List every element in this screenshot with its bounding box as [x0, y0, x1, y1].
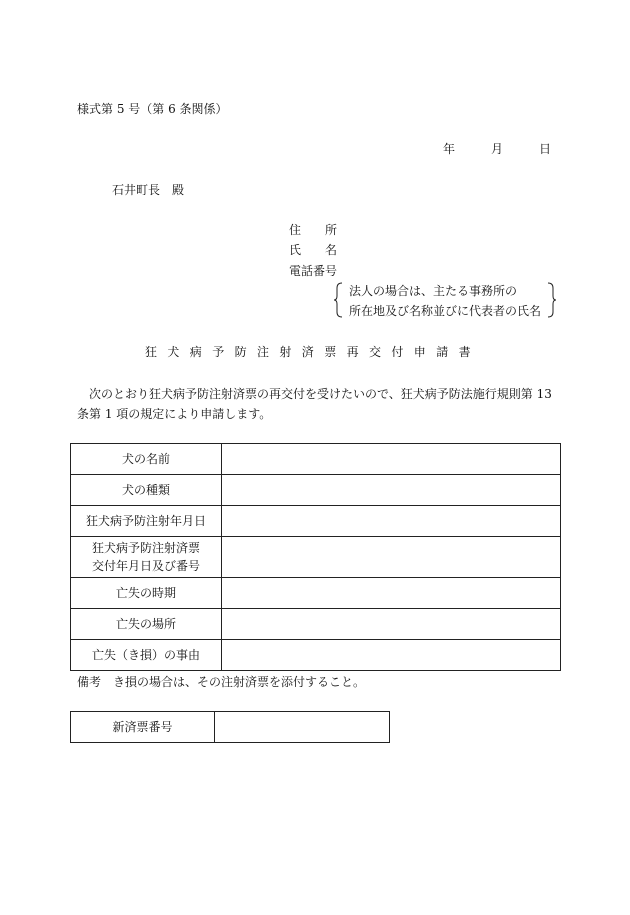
vaccination-date-label: 狂犬病予防注射年月日 — [71, 506, 222, 537]
address-label-part1: 住 — [289, 223, 302, 237]
address-label-part2: 所 — [325, 223, 338, 237]
dog-breed-label: 犬の種類 — [71, 475, 222, 506]
loss-reason-field[interactable] — [222, 640, 561, 671]
table-row — [71, 537, 561, 578]
corporate-note-line1: 法人の場合は、主たる事務所の — [349, 284, 518, 298]
dog-breed-field[interactable] — [222, 475, 561, 506]
loss-time-label: 亡失の時期 — [71, 578, 222, 609]
document-title: 狂犬病予防注射済票再交付申請書 — [145, 345, 482, 359]
table-row — [71, 712, 390, 743]
loss-reason-label: 亡失（き損）の事由 — [71, 640, 222, 671]
table-row — [71, 444, 561, 475]
phone-label: 電話番号 — [289, 264, 338, 278]
table-row — [71, 475, 561, 506]
date-month-label: 月 — [491, 142, 504, 156]
table-row — [71, 506, 561, 537]
loss-time-field[interactable] — [222, 578, 561, 609]
table-row — [71, 609, 561, 640]
addressee: 石井町長 殿 — [112, 183, 185, 197]
name-label-part2: 名 — [325, 243, 338, 257]
dog-name-label: 犬の名前 — [71, 444, 222, 475]
table-row — [71, 578, 561, 609]
tag-issue-label-line2: 交付年月日及び番号 — [91, 559, 200, 573]
tag-issue-field[interactable] — [222, 537, 561, 578]
remark-note: 備考 き損の場合は、その注射済票を添付すること。 — [77, 675, 366, 689]
table-row — [71, 640, 561, 671]
body-text: 次のとおり狂犬病予防注射済票の再交付を受けたいので、狂犬病予防法施行規則第 13 条第 1 項の規定により申請します。 — [77, 387, 552, 421]
vaccination-date-field[interactable] — [222, 506, 561, 537]
new-tag-number-label: 新済票番号 — [71, 712, 215, 743]
corporate-note-line2: 所在地及び名称並びに代表者の氏名 — [349, 304, 542, 318]
loss-place-label: 亡失の場所 — [71, 609, 222, 640]
loss-place-field[interactable] — [222, 609, 561, 640]
tag-issue-label — [71, 537, 222, 578]
application-table — [70, 443, 561, 671]
dog-name-field[interactable] — [222, 444, 561, 475]
address-label — [289, 224, 337, 236]
form-number: 様式第 5 号（第 6 条関係） — [77, 102, 228, 116]
date-day-label: 日 — [539, 142, 552, 156]
new-tag-number-field[interactable] — [215, 712, 390, 743]
new-tag-table — [70, 711, 390, 743]
name-label — [289, 244, 337, 256]
name-label-part1: 氏 — [289, 243, 302, 257]
tag-issue-label-line1: 狂犬病予防注射済票 — [91, 541, 200, 555]
date-year-label: 年 — [443, 142, 456, 156]
